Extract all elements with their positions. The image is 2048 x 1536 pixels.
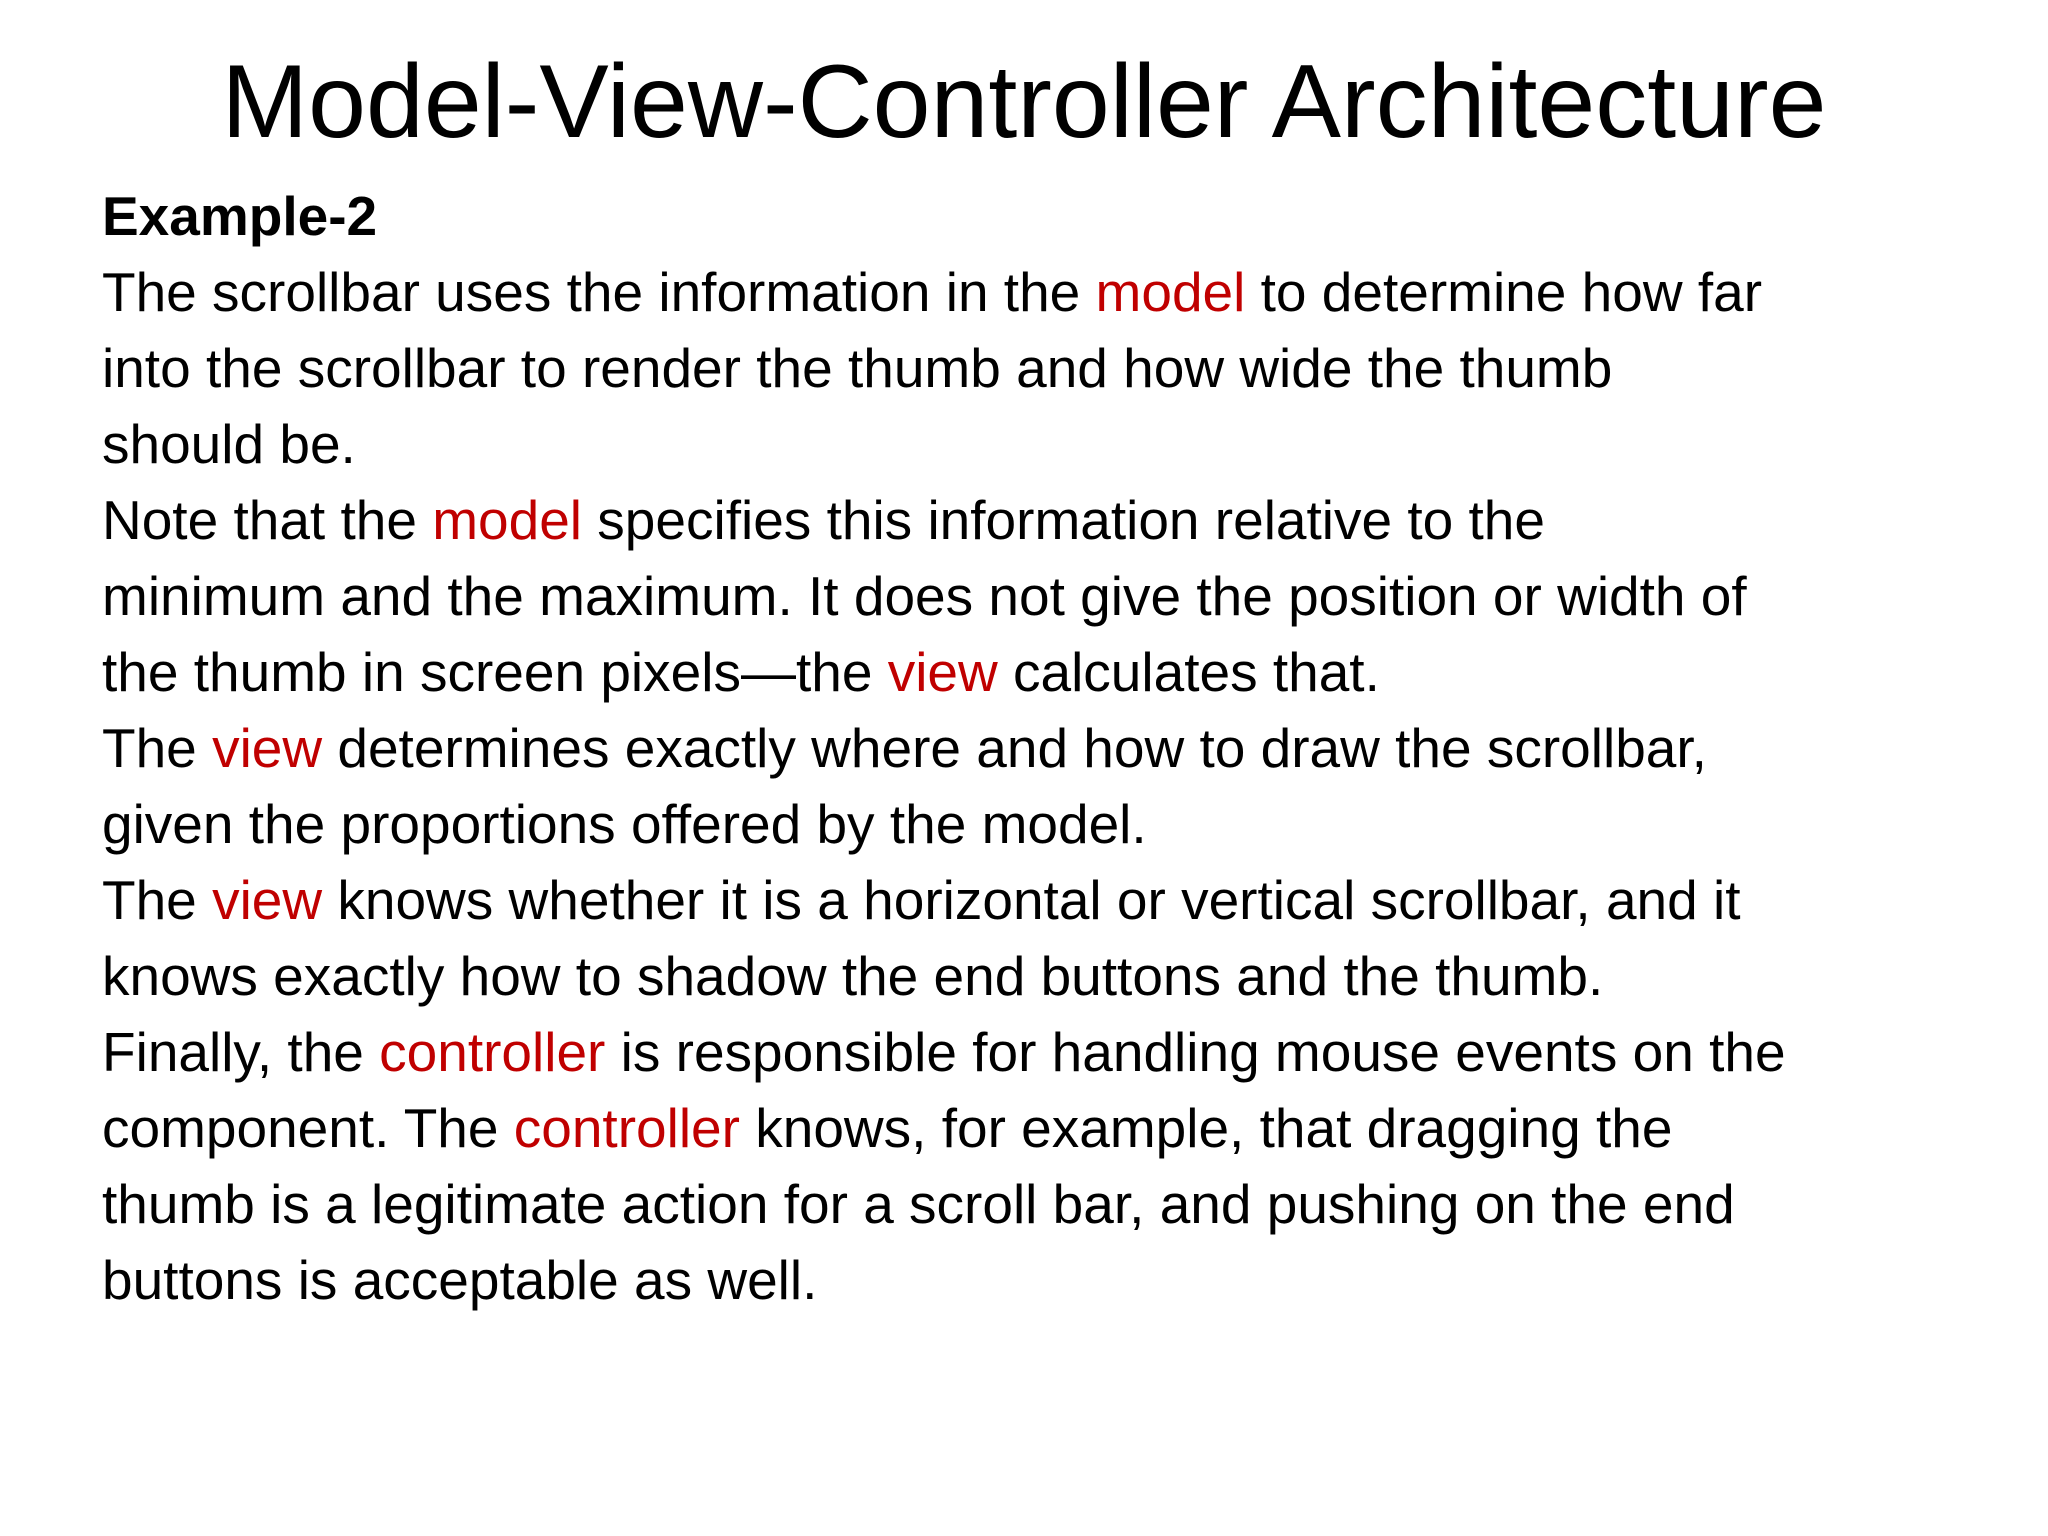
body-line-12 [102,1090,2002,1166]
keyword-controller: controller [513,1097,740,1159]
slide-body [102,178,2002,1318]
keyword-view: view [887,641,998,703]
text-segment: determines exactly where and how to draw the scrollbar, [322,717,1707,779]
text-segment: Finally, the [102,1021,380,1083]
text-segment: knows, for example, that dragging the [739,1097,1673,1159]
body-line-5 [102,558,2002,634]
text-segment: The [102,869,213,931]
body-line-6 [102,634,2002,710]
text-segment: knows exactly how to shadow the end buttons and the thumb. [102,945,1604,1007]
text-segment: specifies this information relative to the [582,489,1545,551]
slide-title: Model-View-Controller Architecture [221,44,1827,160]
body-line-3 [102,406,2002,482]
body-line-13 [102,1166,2002,1242]
text-segment: The [102,717,213,779]
text-segment: should be. [102,413,356,475]
example-subtitle: Example-2 [102,185,378,247]
text-segment: calculates that. [997,641,1380,703]
body-line-2 [102,330,2002,406]
text-segment: the thumb in screen pixels—the [102,641,888,703]
body-line-14 [102,1242,2002,1318]
keyword-model: model [1095,261,1246,323]
body-line-8 [102,786,2002,862]
text-segment: to determine how far [1245,261,1763,323]
text-segment: minimum and the maximum. It does not give the position or width of [102,565,1747,627]
keyword-view: view [212,869,323,931]
keyword-controller: controller [379,1021,606,1083]
text-segment: is responsible for handling mouse events on the [605,1021,1786,1083]
body-line-9 [102,862,2002,938]
text-segment: The scrollbar uses the information in the [102,261,1096,323]
body-line-11 [102,1014,2002,1090]
body-line-1 [102,254,2002,330]
text-segment: Note that the [102,489,433,551]
body-line-10 [102,938,2002,1014]
body-line-4 [102,482,2002,558]
body-line-7 [102,710,2002,786]
text-segment: component. The [102,1097,514,1159]
text-segment: thumb is a legitimate action for a scroll bar, and pushing on the end [102,1173,1735,1235]
text-segment: knows whether it is a horizontal or vertical scrollbar, and it [322,869,1741,931]
text-segment: given the proportions offered by the model. [102,793,1147,855]
text-segment: buttons is acceptable as well. [102,1249,818,1311]
keyword-view: view [212,717,323,779]
keyword-model: model [432,489,583,551]
text-segment: into the scrollbar to render the thumb and how wide the thumb [102,337,1613,399]
